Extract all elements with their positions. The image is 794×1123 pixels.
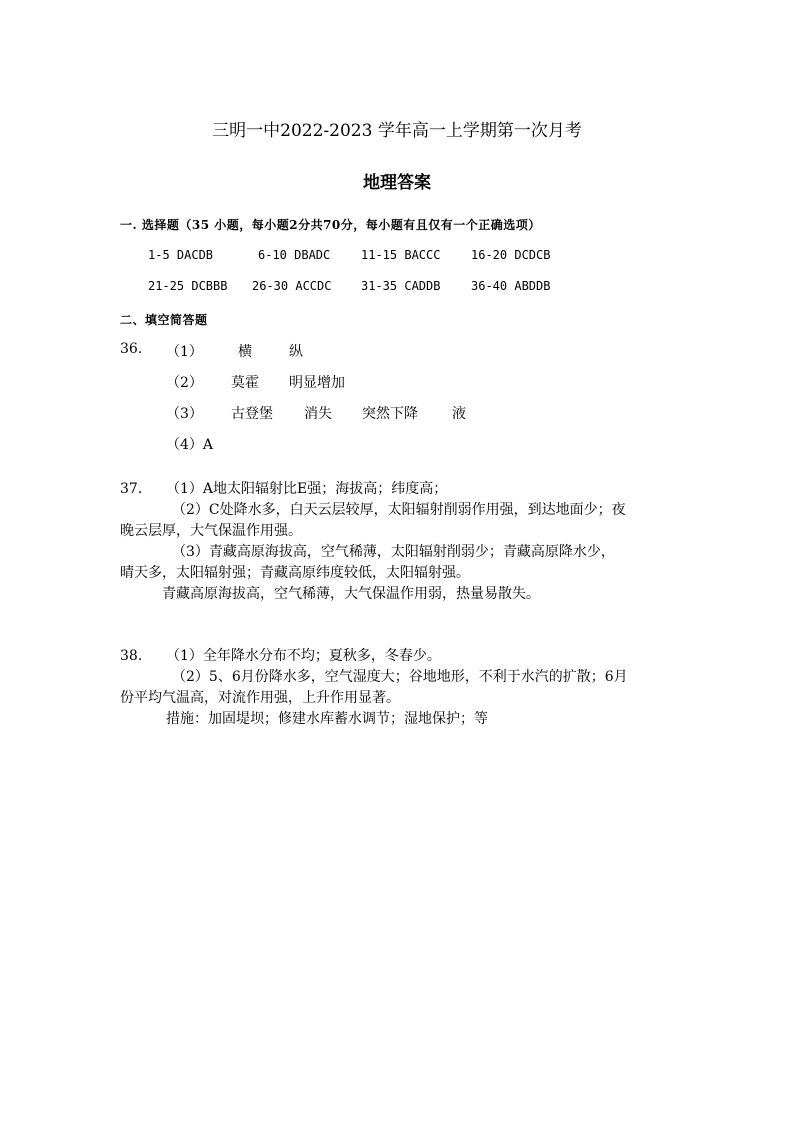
q36-part3-answer-d: 液	[452, 406, 466, 422]
answer-row-1	[148, 248, 608, 264]
q37-line-4: （3）青藏高原海拔高，空气稀薄，太阳辐射削弱少；青藏高原降水少，	[172, 544, 615, 560]
q38-line-3: 份平均气温高，对流作用强，上升作用显著。	[120, 690, 400, 706]
answer-group: 21-25 DCBBB	[148, 279, 228, 293]
q36-part3-answer-a: 古登堡	[231, 406, 273, 422]
q36-part4: （4）A	[166, 437, 214, 453]
q37-number: 37.	[120, 481, 143, 497]
document-subtitle: 地理答案	[363, 173, 431, 193]
q36-part3-answer-c: 突然下降	[362, 406, 418, 422]
answer-group: 11-15 BACCC	[361, 248, 441, 262]
q36-part1-answer-a: 横	[238, 344, 252, 360]
q37-line-3: 晚云层厚，大气保温作用强。	[120, 523, 302, 539]
q37-line-1: （1）A地太阳辐射比E强；海拔高；纬度高；	[166, 481, 448, 497]
q36-number: 36.	[120, 341, 143, 357]
q37-line-5: 晴天多，太阳辐射强；青藏高原纬度较低，太阳辐射强。	[120, 565, 470, 581]
answer-group: 31-35 CADDB	[361, 279, 441, 293]
section-1-heading: 一. 选择题（35 小题，每小题2分共70分，每小题有且仅有一个正确选项）	[120, 218, 541, 232]
answer-group: 1-5 DACDB	[148, 248, 214, 262]
answer-group: 6-10 DBADC	[258, 248, 331, 262]
q36-part2-answer-b: 明显增加	[289, 375, 345, 391]
q36-part3-label: （3）	[166, 406, 203, 422]
q37-line-2: （2）C处降水多，白天云层较厚，太阳辐射削弱作用强，到达地面少；夜	[172, 502, 626, 518]
q38-number: 38.	[120, 648, 143, 664]
q36-part2-label: （2）	[166, 375, 203, 391]
section-2-heading: 二、填空简答题	[120, 313, 208, 327]
q36-part1-answer-b: 纵	[289, 344, 303, 360]
document-title: 三明一中2022-2023 学年高一上学期第一次月考	[212, 121, 582, 141]
q36-part1-label: （1）	[166, 344, 203, 360]
q37-line-6: 青藏高原海拔高，空气稀薄，大气保温作用弱，热量易散失。	[162, 586, 540, 602]
q36-part3-answer-b: 消失	[304, 406, 332, 422]
q38-line-1: （1）全年降水分布不均；夏秋多，冬春少。	[166, 648, 441, 664]
q38-line-2: （2）5、6月份降水多，空气湿度大；谷地地形，不利于水汽的扩散；6月	[172, 669, 628, 685]
answer-group: 26-30 ACCDC	[252, 279, 332, 293]
answer-group: 16-20 DCDCB	[471, 248, 551, 262]
q38-line-4: 措施：加固堤坝；修建水库蓄水调节；湿地保护；等	[166, 711, 488, 727]
answer-row-2	[148, 279, 608, 295]
q36-part2-answer-a: 莫霍	[231, 375, 259, 391]
answer-group: 36-40 ABDDB	[471, 279, 551, 293]
